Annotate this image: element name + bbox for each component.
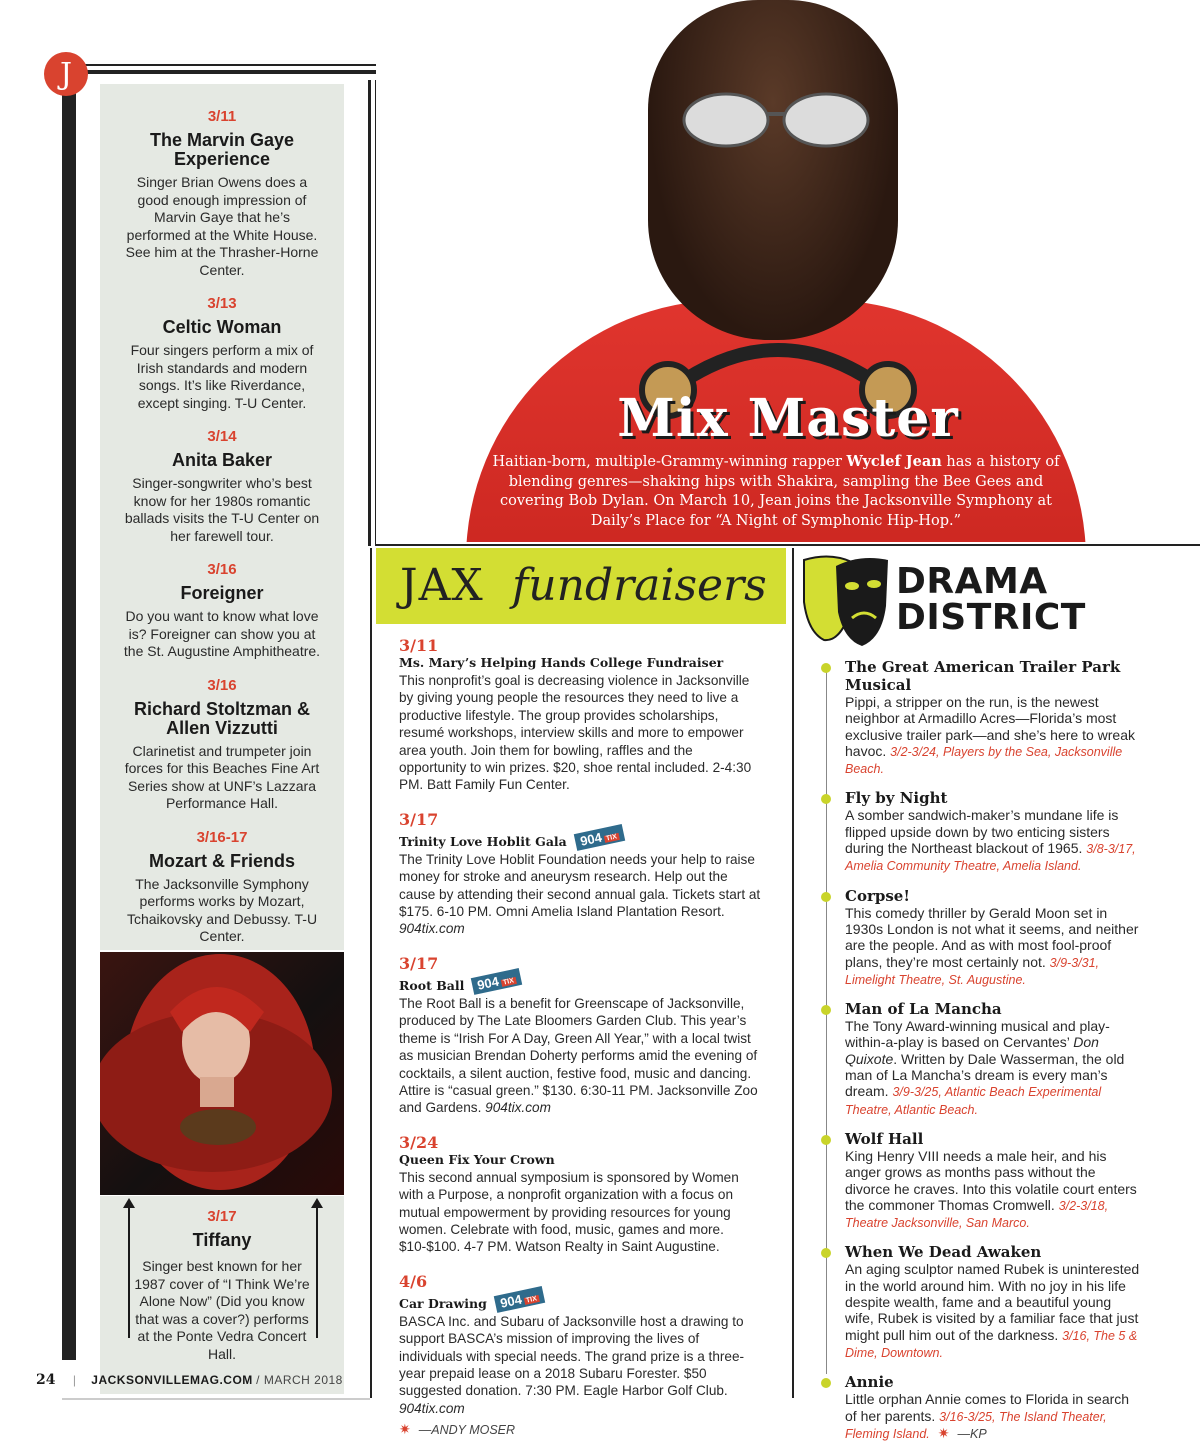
star-icon: ✷ <box>399 1422 411 1439</box>
sunglasses-icon <box>676 90 876 150</box>
event-date: 3/11 <box>207 108 237 125</box>
sidebar-event <box>100 677 344 813</box>
drama-item <box>845 1373 1141 1442</box>
show-body: Pippi, a stripper on the run, is the newest neighbor at Armadillo Acres—Florida’s most exclusive trailer park—and she’s here to wreak havoc. <box>845 694 1135 759</box>
show-body-lead: The Tony Award-winning musical and play-within-a-play is based on Cervantes’ <box>845 1018 1110 1051</box>
fundraiser-title <box>399 829 761 849</box>
bullet-dot-icon <box>821 663 831 673</box>
show-body: . Written by Dale Wasserman, the old man of La Mancha’s dream is every man’s dream. <box>845 1050 1125 1100</box>
hero-description <box>476 452 1076 531</box>
show-title: Man of La Mancha <box>845 1000 1002 1019</box>
show-description <box>845 694 1141 777</box>
fundraiser-date: 3/11 <box>399 636 439 655</box>
fundraiser-description: This nonprofit’s goal is decreasing violence in Jacksonville by giving young people the resources they need to live a productive lifestyle. The group provides scholarships, resumé workshops, interview skills and more to empower area youth. Join them for bowling, raffles and the opportunity to win prizes. $20, shoe rental included. 2-4:30 PM. Batt Family Fun Center. <box>399 673 752 793</box>
fundraiser-date: 3/24 <box>399 1132 439 1152</box>
event-description: Do you want to know what love is? Foreigner can show you at the St. Augustine Amphitheatre. <box>123 608 321 659</box>
artist-name: Wyclef Jean <box>846 453 942 470</box>
show-description <box>845 1391 1141 1442</box>
fundraiser-item <box>399 1133 761 1256</box>
show-body: An aging sculptor named Rubek is uninterested in the world around him. With no joy in his life despite wealth, fame and a beautiful young wife, Rubek is visited by a familiar face that just might pull him out of the darkness. <box>845 1261 1140 1343</box>
show-description <box>845 807 1141 874</box>
bullet-dot-icon <box>821 1135 831 1145</box>
fundraiser-title-text: Car Drawing <box>399 1295 487 1311</box>
show-dates-venue: 3/8-3/17, Amelia Community Theatre, Amelia Island. <box>845 842 1136 874</box>
hero-portrait <box>648 0 898 340</box>
event-date: 3/17 <box>207 1208 237 1225</box>
fundraiser-date: 3/17 <box>399 953 439 973</box>
footer-rule <box>62 1398 370 1400</box>
event-description: Singer-songwriter who’s best know for her 1980s romantic ballads visits the T-U Center on her farewell tour. <box>124 475 320 544</box>
event-title: Mozart & Friends <box>148 850 295 871</box>
904tix-badge-icon <box>574 824 625 851</box>
event-description: Four singers perform a mix of Irish standards and modern songs. It’s like Riverdance, except singing. T-U Center. <box>130 342 314 411</box>
show-body: King Henry VIII needs a male heir, and his anger grows as months pass without the divorce he craves. Into this volatile court enters the commoner Thomas Cromwell. <box>845 1147 1137 1213</box>
tiffany-photo <box>100 952 344 1195</box>
904tix-badge-icon <box>494 1286 545 1313</box>
tiffany-event-box <box>100 1196 344 1394</box>
fundraisers-banner <box>376 548 786 624</box>
show-description <box>845 905 1141 988</box>
sidebar-event <box>100 561 344 661</box>
page-footer <box>36 1372 343 1388</box>
event-title: Foreigner <box>180 583 264 603</box>
hero-feature <box>376 0 1200 542</box>
fundraiser-body-text: The Trinity Love Hoblit Foundation needs your help to raise money for stroke and aneurysm research. Help out the cause by attending their second annual gala. Tickets start at $175. 6-10 PM. Omni Amelia Island Plantation Resort. <box>399 851 761 920</box>
event-date: 3/16 <box>207 676 237 694</box>
event-title: Celtic Woman <box>162 317 282 337</box>
fundraiser-date: 3/17 <box>399 809 439 829</box>
show-title: Annie <box>845 1373 894 1392</box>
show-body: This comedy thriller by Gerald Moon set in 1930s London is not what it seems, and neither are the people. And as with most fool-proof plans, they’re most certainly not. <box>845 904 1139 970</box>
fund-left-rule <box>370 548 372 1398</box>
fundraiser-date: 4/6 <box>399 1271 428 1291</box>
fundraiser-item <box>399 636 761 794</box>
904tix-badge-icon <box>471 968 522 995</box>
event-description: Singer best known for her 1987 cover of “I Think We’re Alone Now” (Did you know that was a cover?) performs at the Ponte Vedra Concert Hall. <box>134 1258 310 1362</box>
author-credit: —KP <box>957 1426 987 1441</box>
show-title: The Great American Trailer Park Musical <box>845 658 1121 694</box>
website-link[interactable]: JACKSONVILLEMAG.COM <box>91 1373 253 1387</box>
left-column-bar <box>62 74 76 1360</box>
drama-item <box>845 1000 1141 1118</box>
hero-text-lead: Haitian-born, multiple-Grammy-winning rapper <box>492 454 847 470</box>
show-body-italic: Don Quixote <box>845 1034 1099 1067</box>
star-icon: ✷ <box>937 1424 950 1441</box>
fundraiser-description: This second annual symposium is sponsored by Women with a Purpose, a nonprofit organization with a focus on mutual empowerment by providing resources for young women. Celebrate with food, music, games and more. $10-$100. 4-7 PM. Watson Realty in Saint Augustine. <box>399 1169 739 1255</box>
fundraiser-item <box>399 810 761 938</box>
tix-badge-label: TIX <box>502 977 515 987</box>
bullet-dot-icon <box>821 1248 831 1258</box>
drama-list <box>845 658 1141 1450</box>
event-date: 3/16-17 <box>196 828 248 846</box>
show-dates-venue: 3/9-3/25, Atlantic Beach Experimental Theatre, Atlantic Beach. <box>845 1085 1102 1117</box>
hero-title: Mix Master <box>617 388 959 449</box>
show-body: A somber sandwich-maker’s mundane life is flipped upside down by two enticing sisters during the Northeast blackout of 1965. <box>845 807 1119 857</box>
drama-item <box>845 789 1141 874</box>
bullet-dot-icon <box>821 1378 831 1388</box>
sidebar-event <box>100 428 344 545</box>
fundraiser-body-text: The Root Ball is a benefit for Greenscape of Jacksonville, produced by The Late Bloomers Garden Club. This year’s theme is “Irish For A Day, Green All Year,” with a local twist as musician Brendan Doherty performs amid the evening of cocktails, a silent auction, festive food, music and dancing. Attire is “casual green.” $130. 6:30-11 PM. Jacksonville Zoo and Gardens. <box>399 995 758 1116</box>
fundraiser-description <box>399 851 761 938</box>
fundraiser-title: Ms. Mary’s Helping Hands College Fundraiser <box>399 655 724 670</box>
event-description: The Jacksonville Symphony performs works by Mozart, Tchaikovsky and Debussy. T-U Center. <box>126 875 318 944</box>
fundraiser-body-text: BASCA Inc. and Subaru of Jacksonville host a drawing to support BASCA’s mission of improving the lives of individuals with special needs. The grand prize is a three-year prepaid lease on a 2018 Subaru Forester. $50 suggested donation. 7:30 PM. Eagle Harbor Golf Club. <box>399 1313 745 1399</box>
tix-badge-label: TIX <box>525 1295 538 1305</box>
sidebar-event <box>100 84 344 279</box>
event-description: Singer Brian Owens does a good enough impression of Marvin Gaye that he’s performed at the White House. See him at the Thrasher-Horne Center. <box>125 174 319 278</box>
arrow-up-icon <box>310 1198 324 1338</box>
bullet-dot-icon <box>821 892 831 902</box>
show-description <box>845 1261 1141 1361</box>
tix-link[interactable]: 904tix.com <box>399 921 465 937</box>
event-date: 3/16 <box>207 561 237 578</box>
show-description <box>845 1018 1141 1118</box>
drama-item <box>845 1130 1141 1231</box>
tix-badge-number: 904 <box>476 973 501 993</box>
sidebar-event <box>100 829 344 946</box>
drama-timeline-line <box>826 664 827 1374</box>
event-date: 3/14 <box>207 428 237 445</box>
fundraisers-list <box>399 636 761 1438</box>
bullet-dot-icon <box>821 794 831 804</box>
event-description: Clarinetist and trumpeter join forces for this Beaches Fine Art Series show at UNF’s Lazzara Performance Hall. <box>124 742 320 811</box>
banner-fundraisers: fundraisers <box>512 560 767 611</box>
issue-date: / MARCH 2018 <box>256 1373 343 1387</box>
hero-text-rest: has a history of blending genres—shaking hips with Shakira, sampling the Bee Gees and covering Bob Dylan. On March 10, Jean joins the Jacksonville Symphony at Daily’s Place for “A Night of Symphonic Hip-Hop.” <box>500 454 1060 529</box>
tix-badge-label: TIX <box>605 833 618 843</box>
footer-divider: | <box>72 1373 76 1387</box>
column-divider-rule <box>792 548 794 1398</box>
author-credit: —ANDY MOSER <box>418 1423 516 1438</box>
show-title: When We Dead Awaken <box>845 1243 1042 1262</box>
fundraiser-title <box>399 1291 761 1311</box>
fundraiser-description <box>399 1313 761 1417</box>
sidebar-event <box>100 295 344 412</box>
fundraiser-item <box>399 1272 761 1417</box>
portrait-image <box>100 952 344 1195</box>
show-dates-venue: 3/16, The 5 & Dime, Downtown. <box>845 1328 1138 1360</box>
show-title: Corpse! <box>845 886 910 905</box>
tix-badge-number: 904 <box>578 829 603 849</box>
show-dates-venue: 3/2-3/24, Players by the Sea, Jacksonville Beach. <box>845 744 1123 777</box>
drama-item <box>845 1243 1141 1361</box>
magazine-j-logo: J <box>44 52 88 96</box>
drama-item <box>845 658 1141 777</box>
sidebar-event <box>100 1196 344 1363</box>
show-dates-venue: 3/16-3/25, The Island Theater, Fleming Island. <box>845 1409 1107 1441</box>
event-date: 3/13 <box>207 295 237 312</box>
event-title: Tiffany <box>192 1230 252 1250</box>
show-title: Fly by Night <box>845 789 948 808</box>
fundraiser-item <box>399 954 761 1117</box>
theater-masks-icon <box>800 552 892 648</box>
show-title: Wolf Hall <box>845 1129 924 1148</box>
tix-badge-number: 904 <box>498 1291 524 1311</box>
show-dates-venue: 3/2-3/18, Theatre Jacksonville, San Marco. <box>845 1198 1109 1231</box>
section-divider-rule <box>376 544 1200 546</box>
fundraiser-description <box>399 995 761 1117</box>
event-title: Anita Baker <box>171 450 273 470</box>
tix-link[interactable]: 904tix.com <box>485 1100 551 1116</box>
tix-link[interactable]: 904tix.com <box>399 1400 465 1416</box>
drama-item <box>845 887 1141 988</box>
show-description <box>845 1148 1141 1231</box>
fundraiser-title-text: Trinity Love Hoblit Gala <box>399 833 567 849</box>
banner-jax: JAX <box>400 560 484 611</box>
drama-title-line2: DISTRICT <box>896 597 1086 638</box>
fundraiser-title <box>399 973 761 993</box>
show-dates-venue: 3/9-3/31, Limelight Theatre, St. Augustine. <box>845 955 1099 987</box>
event-title: The Marvin Gaye Experience <box>149 130 295 169</box>
fundraiser-title: Queen Fix Your Crown <box>399 1151 555 1167</box>
events-sidebar <box>100 84 344 950</box>
drama-district-heading <box>896 561 1086 638</box>
arrow-up-icon <box>122 1198 136 1338</box>
fundraisers-byline <box>399 1419 761 1438</box>
bullet-dot-icon <box>821 1005 831 1015</box>
page-number: 24 <box>36 1372 56 1388</box>
drama-title-line1: DRAMA <box>896 561 1048 602</box>
event-title: Richard Stoltzman & Allen Vizzutti <box>133 698 311 738</box>
hero-left-rule <box>368 80 371 546</box>
fundraiser-title-text: Root Ball <box>399 977 465 993</box>
show-body: Little orphan Annie comes to Florida in search of her parents. <box>845 1391 1130 1424</box>
